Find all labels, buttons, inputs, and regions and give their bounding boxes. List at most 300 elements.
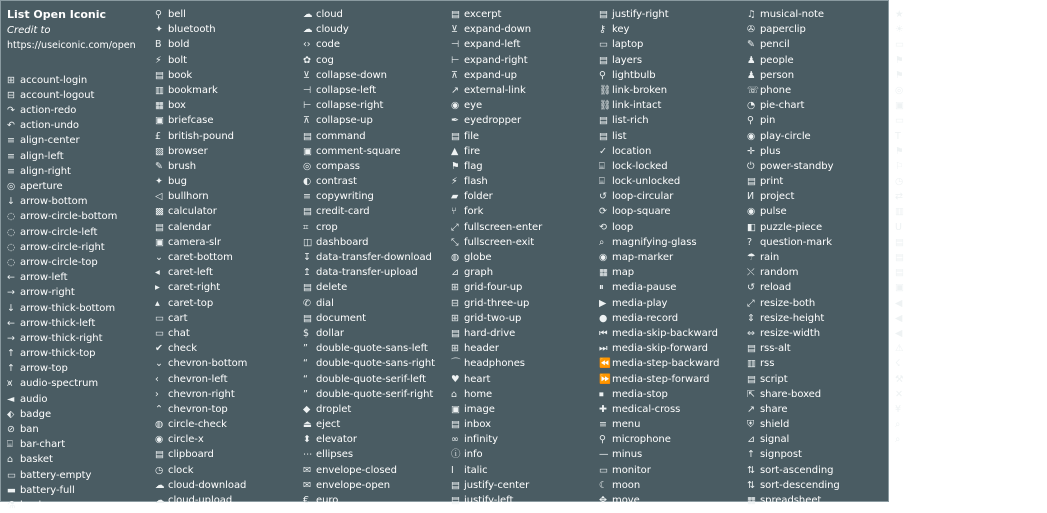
icon-list-item[interactable] <box>303 159 449 174</box>
icon-list-item[interactable] <box>895 7 1045 22</box>
icon-list-item[interactable] <box>599 220 745 235</box>
icon-list-item[interactable] <box>451 174 597 189</box>
inbox-icon: ▤ <box>451 419 460 431</box>
icon-list-item[interactable] <box>599 432 745 447</box>
icon-list-item[interactable] <box>451 250 597 265</box>
text-icon: T <box>895 130 901 142</box>
icon-list-item[interactable] <box>155 356 301 371</box>
icon-list-item[interactable] <box>895 250 1045 265</box>
icon-name-label: loop <box>612 221 634 233</box>
icon-list-item[interactable] <box>7 422 153 437</box>
arrow-left-icon: ← <box>7 272 15 284</box>
icon-list-item[interactable] <box>155 265 301 280</box>
icon-list-item[interactable] <box>895 341 1045 356</box>
icon-name-label: medical-cross <box>612 403 681 415</box>
icon-list-item[interactable] <box>155 478 301 493</box>
signal-icon: ⊿ <box>747 434 755 446</box>
icon-list-item[interactable] <box>599 144 745 159</box>
icon-list-item[interactable] <box>155 220 301 235</box>
tablet-icon: ▭ <box>895 39 904 51</box>
chat-icon: ▭ <box>155 327 164 339</box>
icon-list-item[interactable] <box>895 280 1045 295</box>
icon-list-item[interactable] <box>895 98 1045 113</box>
icon-list-item[interactable] <box>451 265 597 280</box>
icon-list-item[interactable] <box>599 387 745 402</box>
icon-name-label: media-pause <box>612 282 677 294</box>
icon-list-item[interactable] <box>303 356 449 371</box>
icon-list-item[interactable] <box>895 204 1045 219</box>
icon-list-item[interactable] <box>155 311 301 326</box>
icon-list-item[interactable] <box>599 250 745 265</box>
icon-name-label: crop <box>316 221 338 233</box>
icon-list-item[interactable] <box>7 240 153 255</box>
icon-name-label: thumb-down <box>908 145 971 157</box>
icon-list-item[interactable] <box>7 285 153 300</box>
icon-list-item[interactable] <box>451 22 597 37</box>
task-icon: ▣ <box>895 100 904 112</box>
icon-list-item[interactable] <box>451 37 597 52</box>
icon-list-item[interactable] <box>451 326 597 341</box>
collapse-right-icon: ⊢ <box>303 100 312 112</box>
icon-list-item[interactable] <box>895 83 1045 98</box>
icon-list-item[interactable] <box>599 326 745 341</box>
icon-list-item[interactable] <box>303 129 449 144</box>
icon-list-item[interactable] <box>599 463 745 478</box>
icon-list-item[interactable] <box>451 144 597 159</box>
icon-list-item[interactable] <box>155 372 301 387</box>
icon-name-label: eye <box>464 100 483 112</box>
icon-list-item[interactable] <box>747 372 893 387</box>
icon-list-item[interactable] <box>303 113 449 128</box>
icon-list-item[interactable] <box>451 463 597 478</box>
icon-list-item[interactable] <box>7 118 153 133</box>
icon-list-item[interactable] <box>303 447 449 462</box>
icon-list-item[interactable] <box>747 432 893 447</box>
icon-name-label: yen <box>908 403 927 415</box>
headphones-icon: ⌒ <box>451 358 461 370</box>
icon-list-item[interactable] <box>7 483 153 498</box>
icon-list-item[interactable] <box>599 296 745 311</box>
icon-list-item[interactable] <box>747 493 893 508</box>
icon-list-item[interactable] <box>155 493 301 508</box>
icon-list-item[interactable] <box>303 220 449 235</box>
icon-list-item[interactable] <box>599 129 745 144</box>
media-step-backward-icon: ⏪ <box>599 358 611 370</box>
icon-list-item[interactable] <box>599 204 745 219</box>
icon-name-label: arrow-bottom <box>20 196 88 208</box>
icon-list-item[interactable] <box>451 432 597 447</box>
icon-list-item[interactable] <box>7 437 153 452</box>
icon-list-item[interactable] <box>303 250 449 265</box>
credit-label: Credit to <box>7 24 51 36</box>
icon-list-item[interactable] <box>451 220 597 235</box>
icon-list-item[interactable] <box>155 129 301 144</box>
loop-square-icon: ⟳ <box>599 206 607 218</box>
icon-list-item[interactable] <box>303 189 449 204</box>
icon-list-item[interactable] <box>451 7 597 22</box>
icon-name-label: british-pound <box>168 130 234 142</box>
icon-name-label: moon <box>612 479 641 491</box>
media-skip-forward-icon: ⏭ <box>599 343 608 355</box>
icon-name-label: grid-three-up <box>464 297 530 309</box>
icon-list-item[interactable] <box>747 280 893 295</box>
icon-list-item[interactable] <box>747 204 893 219</box>
icon-list-item[interactable] <box>599 311 745 326</box>
icon-list-item[interactable] <box>7 392 153 407</box>
icon-list-item[interactable] <box>747 356 893 371</box>
icon-list-item[interactable] <box>895 159 1045 174</box>
icon-name-label: script <box>760 373 788 385</box>
icon-list-item[interactable] <box>599 372 745 387</box>
icon-list-item[interactable] <box>451 159 597 174</box>
icon-list-item[interactable] <box>895 296 1045 311</box>
spreadsheet-icon: ▦ <box>747 495 756 506</box>
icon-list-item[interactable] <box>747 326 893 341</box>
icon-list-item[interactable] <box>895 265 1045 280</box>
fork-icon: ⑂ <box>451 206 457 218</box>
icon-list-item[interactable] <box>155 326 301 341</box>
icon-list-item[interactable] <box>155 98 301 113</box>
icon-list-item[interactable] <box>747 265 893 280</box>
icon-list-item[interactable] <box>451 356 597 371</box>
icon-list-item[interactable] <box>7 209 153 224</box>
icon-list-item[interactable] <box>303 326 449 341</box>
icon-list-item[interactable] <box>451 447 597 462</box>
icon-list-item[interactable] <box>7 194 153 209</box>
icon-list-item[interactable] <box>7 346 153 361</box>
icon-list-item[interactable] <box>7 164 153 179</box>
icon-list-item[interactable] <box>895 22 1045 37</box>
icon-list-item[interactable] <box>747 447 893 462</box>
icon-list-item[interactable] <box>895 113 1045 128</box>
icon-list-item[interactable] <box>7 301 153 316</box>
icon-list-item[interactable] <box>895 220 1045 235</box>
icon-list-item[interactable] <box>451 129 597 144</box>
icon-list-item[interactable] <box>451 98 597 113</box>
bookmark-icon: ▥ <box>155 84 164 96</box>
power-standby-icon: ⏻ <box>747 160 755 172</box>
icon-list-item[interactable] <box>747 417 893 432</box>
icon-list-item[interactable] <box>155 463 301 478</box>
icon-list-item[interactable] <box>451 83 597 98</box>
icon-name-label: command <box>316 130 366 142</box>
icon-list-item[interactable] <box>747 174 893 189</box>
check-icon: ✔ <box>155 343 163 355</box>
icon-list-item[interactable] <box>7 270 153 285</box>
chevron-right-icon: › <box>155 388 159 400</box>
wrench-icon: ⚒ <box>895 373 904 385</box>
icon-list-item[interactable] <box>7 179 153 194</box>
icon-list-item[interactable] <box>7 88 153 103</box>
layers-icon: ▤ <box>599 54 608 66</box>
icon-list-item[interactable] <box>599 235 745 250</box>
icon-name-label: tags <box>908 69 930 81</box>
icon-name-label: caret-top <box>168 297 214 309</box>
icon-list-item[interactable] <box>7 331 153 346</box>
icon-list-item[interactable] <box>747 98 893 113</box>
icon-name-label: delete <box>316 282 348 294</box>
icon-list-item[interactable] <box>303 22 449 37</box>
icon-list-item[interactable] <box>599 7 745 22</box>
icon-list-item[interactable] <box>7 407 153 422</box>
icon-list-item[interactable] <box>747 296 893 311</box>
icon-list-item[interactable] <box>747 129 893 144</box>
icon-name-label: document <box>316 312 367 324</box>
arrow-circle-left-icon: ◌ <box>7 226 16 238</box>
icon-list-item[interactable] <box>599 341 745 356</box>
icon-list-item[interactable] <box>155 83 301 98</box>
tags-icon: ⚑ <box>895 69 904 81</box>
icon-list-item[interactable] <box>895 432 1045 447</box>
icon-list-item[interactable] <box>155 22 301 37</box>
icon-list-item[interactable] <box>599 68 745 83</box>
icon-list-item[interactable] <box>451 204 597 219</box>
align-center-icon: ≡ <box>7 135 15 147</box>
icon-list-item[interactable] <box>451 68 597 83</box>
icon-list-item[interactable] <box>451 402 597 417</box>
icon-list-item[interactable] <box>451 53 597 68</box>
icon-list-item[interactable] <box>303 280 449 295</box>
icon-list-item[interactable] <box>303 402 449 417</box>
icon-list-item[interactable] <box>747 53 893 68</box>
person-icon: ♟ <box>747 69 756 81</box>
icon-list-item[interactable] <box>155 113 301 128</box>
icon-list-item[interactable] <box>599 22 745 37</box>
icon-list-item[interactable] <box>747 387 893 402</box>
icon-list-item[interactable] <box>451 341 597 356</box>
icon-list-item[interactable] <box>451 280 597 295</box>
icon-list-item[interactable] <box>7 468 153 483</box>
icon-column <box>303 7 451 506</box>
icon-list-item[interactable] <box>303 144 449 159</box>
icon-list-item[interactable] <box>895 53 1045 68</box>
icon-list-item[interactable] <box>895 129 1045 144</box>
icon-list-item[interactable] <box>303 174 449 189</box>
icon-column <box>451 7 599 506</box>
icon-list-item[interactable] <box>7 225 153 240</box>
icon-list-item[interactable] <box>599 447 745 462</box>
icon-list-item[interactable] <box>599 402 745 417</box>
icon-list-item[interactable] <box>895 402 1045 417</box>
icon-list-item[interactable] <box>155 53 301 68</box>
icon-list-item[interactable] <box>303 432 449 447</box>
icon-list-item[interactable] <box>7 361 153 376</box>
icon-list-item[interactable] <box>895 356 1045 371</box>
icon-list-item[interactable] <box>451 372 597 387</box>
icon-list-item[interactable] <box>303 387 449 402</box>
icon-list-item[interactable] <box>303 372 449 387</box>
icon-list-item[interactable] <box>303 265 449 280</box>
icon-list-item[interactable] <box>7 376 153 391</box>
icon-list-item[interactable] <box>155 68 301 83</box>
icon-list-item[interactable] <box>747 159 893 174</box>
icon-list-item[interactable] <box>7 133 153 148</box>
caret-top-icon: ▴ <box>155 297 160 309</box>
icon-list-item[interactable] <box>155 341 301 356</box>
credit-link[interactable]: https://useiconic.com/open <box>7 40 136 51</box>
icon-list-item[interactable] <box>7 103 153 118</box>
icon-list-item[interactable] <box>303 37 449 52</box>
icon-list-item[interactable] <box>451 113 597 128</box>
icon-list-item[interactable] <box>7 316 153 331</box>
icon-name-label: align-right <box>20 165 71 177</box>
icon-list-item[interactable] <box>303 53 449 68</box>
icon-list-item[interactable] <box>303 296 449 311</box>
icon-list-item[interactable] <box>599 174 745 189</box>
icon-name-label: grid-four-up <box>464 282 523 294</box>
icon-list-item[interactable] <box>303 83 449 98</box>
icon-name-label: book <box>168 69 193 81</box>
icon-list-item[interactable] <box>303 98 449 113</box>
icon-list-item[interactable] <box>155 296 301 311</box>
icon-list-item[interactable] <box>747 250 893 265</box>
icon-name-label: pie-chart <box>760 100 805 112</box>
icon-list-item[interactable] <box>155 432 301 447</box>
icon-list-item[interactable] <box>451 417 597 432</box>
icon-list-item[interactable] <box>599 478 745 493</box>
map-marker-icon: ◉ <box>599 252 608 263</box>
icon-list-item[interactable] <box>303 311 449 326</box>
icon-list-item[interactable] <box>155 250 301 265</box>
icon-name-label: clipboard <box>168 449 214 461</box>
link-intact-icon: ⛓ <box>599 100 612 112</box>
icon-list-item[interactable] <box>7 149 153 164</box>
icon-name-label: media-step-backward <box>612 358 720 370</box>
icon-name-label: arrow-circle-left <box>20 226 98 238</box>
icon-list-item[interactable] <box>747 402 893 417</box>
icon-list-item[interactable] <box>303 341 449 356</box>
icon-list-item[interactable] <box>895 174 1045 189</box>
icon-list-item[interactable] <box>303 417 449 432</box>
icon-list-item[interactable] <box>303 204 449 219</box>
euro-icon: € <box>303 495 310 506</box>
icon-list-item[interactable] <box>599 280 745 295</box>
icon-list-item[interactable] <box>747 113 893 128</box>
icon-list-item[interactable] <box>895 68 1045 83</box>
collapse-down-icon: ⊻ <box>303 69 310 81</box>
icon-list-item[interactable] <box>599 159 745 174</box>
envelope-open-icon: ✉ <box>303 479 311 491</box>
rss-alt-icon: ▤ <box>747 343 756 355</box>
icon-list-item[interactable] <box>599 265 745 280</box>
icon-list-item[interactable] <box>895 235 1045 250</box>
icon-list-item[interactable] <box>303 68 449 83</box>
icon-name-label: location <box>612 145 652 157</box>
icon-name-label: expand-left <box>464 39 521 51</box>
icon-list-item[interactable] <box>451 311 597 326</box>
icon-list-item[interactable] <box>747 463 893 478</box>
contrast-icon: ◐ <box>303 176 312 188</box>
random-icon: ⤬ <box>747 267 755 279</box>
icon-list-item[interactable] <box>451 296 597 311</box>
icon-list-item[interactable] <box>747 68 893 83</box>
icon-list-item[interactable] <box>155 387 301 402</box>
icon-list-item[interactable] <box>599 417 745 432</box>
icon-list-item[interactable] <box>747 341 893 356</box>
script-icon: ▤ <box>747 373 756 385</box>
project-icon: Ͷ <box>747 191 755 203</box>
icon-list-item[interactable] <box>155 159 301 174</box>
icon-list-item[interactable] <box>7 255 153 270</box>
icon-list-item[interactable] <box>155 235 301 250</box>
icon-list-item[interactable] <box>303 478 449 493</box>
icon-name-label: menu <box>612 419 641 431</box>
icon-list-item[interactable] <box>747 83 893 98</box>
icon-list-item[interactable] <box>155 144 301 159</box>
icon-list-item[interactable] <box>451 189 597 204</box>
icon-list-item[interactable] <box>155 37 301 52</box>
icon-list-item[interactable] <box>747 144 893 159</box>
icon-list-item[interactable] <box>155 417 301 432</box>
icon-name-label: arrow-thick-right <box>20 332 103 344</box>
icon-list-item[interactable] <box>895 372 1045 387</box>
icon-list-item[interactable] <box>7 498 153 513</box>
icon-list-item[interactable] <box>599 83 745 98</box>
icon-list-item[interactable] <box>599 493 745 508</box>
icon-list-item[interactable] <box>155 402 301 417</box>
icon-list-item[interactable] <box>599 113 745 128</box>
icon-list-item[interactable] <box>895 311 1045 326</box>
icon-list-item[interactable] <box>895 144 1045 159</box>
icon-list-item[interactable] <box>599 356 745 371</box>
icon-list-item[interactable] <box>599 53 745 68</box>
bullhorn-icon: ◁ <box>155 191 163 203</box>
icon-list-item[interactable] <box>303 463 449 478</box>
icon-list-item[interactable] <box>155 174 301 189</box>
circle-x-icon: ◉ <box>155 434 164 446</box>
icon-name-label: bar-chart <box>20 439 66 451</box>
icon-list-item[interactable] <box>747 37 893 52</box>
icon-list-item[interactable] <box>895 189 1045 204</box>
icon-list-item[interactable] <box>895 417 1045 432</box>
icon-list-item[interactable] <box>599 37 745 52</box>
icon-list-item[interactable] <box>599 98 745 113</box>
icon-list-item[interactable] <box>451 387 597 402</box>
icon-column <box>7 7 155 511</box>
icon-list-item[interactable] <box>895 387 1045 402</box>
icon-list-item[interactable] <box>155 447 301 462</box>
icon-name-label: warning <box>908 343 948 355</box>
icon-list-item[interactable] <box>7 452 153 467</box>
icon-list-item[interactable] <box>451 235 597 250</box>
crop-icon: ⌗ <box>303 221 309 233</box>
icon-list-item[interactable] <box>303 7 449 22</box>
icon-list-item[interactable] <box>747 189 893 204</box>
icon-name-label: battery-empty <box>20 469 92 481</box>
icon-name-label: envelope-open <box>316 479 391 491</box>
code-icon: ‹› <box>303 39 311 51</box>
icon-list-item[interactable] <box>451 493 597 508</box>
icon-name-label: arrow-circle-right <box>20 241 105 253</box>
icon-list-item[interactable] <box>451 478 597 493</box>
icon-list-item[interactable] <box>747 7 893 22</box>
icon-list-item[interactable] <box>747 478 893 493</box>
icon-list-item[interactable] <box>7 73 153 88</box>
icon-list-item[interactable] <box>303 493 449 508</box>
icon-list-item[interactable] <box>747 235 893 250</box>
icon-list-item[interactable] <box>155 7 301 22</box>
icon-list-item[interactable] <box>155 204 301 219</box>
icon-list-item[interactable] <box>155 280 301 295</box>
icon-list-item[interactable] <box>747 311 893 326</box>
icon-list-item[interactable] <box>895 326 1045 341</box>
icon-list-item[interactable] <box>747 22 893 37</box>
icon-list-item[interactable] <box>155 189 301 204</box>
icon-list-item[interactable] <box>303 235 449 250</box>
icon-list-item[interactable] <box>747 220 893 235</box>
icon-list-item[interactable] <box>895 37 1045 52</box>
icon-list-item[interactable] <box>599 189 745 204</box>
